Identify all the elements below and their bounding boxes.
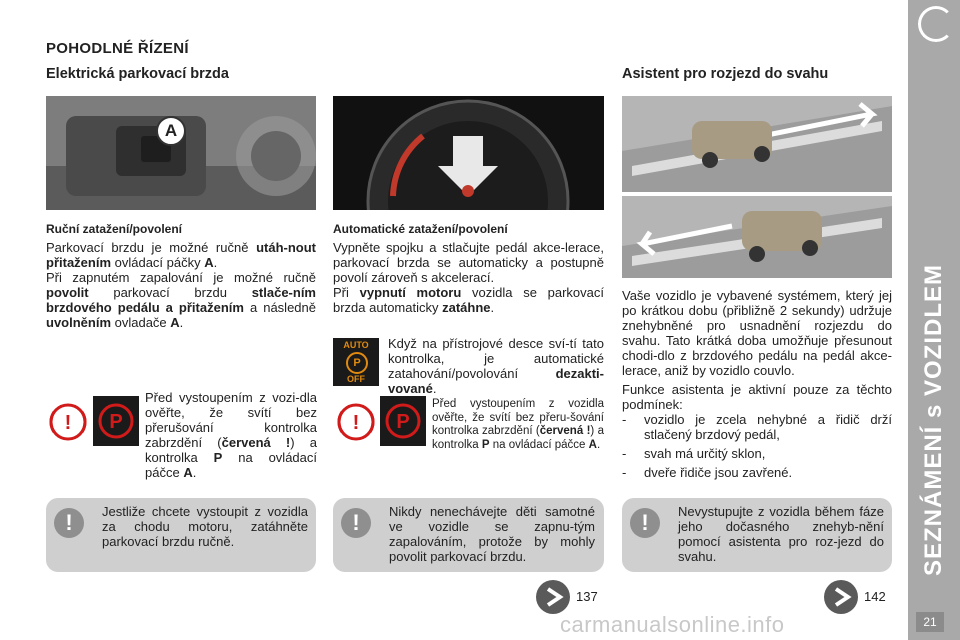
manual-p2-text2: parkovací brzdu: [88, 285, 252, 300]
middle-indicator-text: [432, 398, 604, 452]
parking-p-icon-2: [380, 396, 426, 446]
left-ind-a: Před vystoupením z vozi-dla ověřte, že svítí bez přerušování kontrolka zabrzdění (: [145, 390, 317, 450]
auto-paragraph: [333, 240, 604, 315]
left-ind-a-ref: A: [183, 465, 193, 480]
dashboard-gauge-photo: [333, 96, 604, 210]
chapter-title-vertical: SEZNÁMENÍ s VOZIDLEM: [920, 263, 947, 577]
assist-paragraph-1: Vaše vozidlo je vybavené systémem, který jej po krátkou dobu (přibližně 2 sekundy) udržuje znehybněné pro usnadnění rozjezdu do svahu. Tato krátká doba umožňuje přesunout chodi-dlo z brzdového pedálu na pedál akce-lerace, aniž by vozidlo couvlo.: [622, 288, 892, 378]
left-warning-text: Jestliže chcete vystoupit z vozidla za chodu motoru, zatáhněte parkovací brzdu ručně.: [102, 504, 308, 549]
page-ref-137-arrow-icon[interactable]: [536, 580, 570, 614]
warning-exclamation-icon-3: !: [630, 508, 660, 538]
middle-warning-text: Nikdy nenechávejte děti samotné ve vozidle se zapnu-tým zapalováním, protože by mohly povolit parkovací brzdu.: [389, 504, 595, 564]
mid-ind-a: Před vystoupením z vozidla ověřte, že svítí bez přeru-šování kontrolka zabrzdění (: [432, 398, 604, 437]
left-ind-e: na ovládací páčce: [145, 450, 317, 480]
assist-paragraph-2: Funkce asistenta je aktivní pouze za těchto podmínek:: [622, 382, 892, 412]
brake-warning-icon: [48, 402, 88, 447]
warning-exclamation-icon: !: [54, 508, 84, 538]
auto-badge-p: P: [346, 352, 368, 374]
brake-warning-icon-2: [336, 402, 376, 447]
manual-p2-a: A: [170, 315, 180, 330]
car-reverse-illustration: [622, 196, 892, 278]
mid-ind-p: P: [481, 438, 490, 451]
auto-p1-bold2: zatáhne: [442, 300, 491, 315]
auto-off-text-a: Když na přístrojové desce sví-tí tato kontrolka, je automatické zatahování/povolování: [388, 336, 604, 381]
manual-p1-text: Parkovací brzdu je možné ručně: [46, 240, 257, 255]
manual-p1-text2: ovládací páčky: [111, 255, 205, 270]
page-ref-142[interactable]: 142: [864, 589, 886, 604]
mid-ind-end: .: [596, 438, 601, 451]
right-warning-box: [622, 498, 892, 572]
condition-text: svah má určitý sklon,: [644, 446, 766, 461]
condition-text: vozidlo je zcela nehybné a řidič drží stlačený brzdový pedál,: [644, 412, 892, 442]
lever-a-label: A: [156, 116, 186, 146]
auto-badge-bottom: OFF: [347, 374, 365, 384]
svg-text:!: !: [352, 412, 360, 434]
page-ref-137[interactable]: 137: [576, 589, 598, 604]
manual-p2-bold2: stlače-ním brzdového pedálu a přitažením: [46, 285, 316, 315]
manual-paragraph-2: [46, 270, 316, 330]
auto-p1-text2: Při: [333, 285, 360, 300]
left-indicator-text: [145, 390, 317, 480]
auto-p1-bold: vypnutí motoru: [359, 285, 462, 300]
page-number: 21: [916, 612, 944, 632]
parking-p-icon: [93, 396, 139, 446]
car-uphill-photo: [622, 96, 892, 192]
left-ind-red: červená !: [221, 435, 291, 450]
auto-badge-top: AUTO: [343, 340, 369, 350]
condition-text: dveře řidiče jsou zavřené.: [644, 465, 793, 480]
condition-item: - vozidlo je zcela nehybné a řidič drží stlačený brzdový pedál,: [622, 412, 892, 442]
auto-p1-text3: vozidla se parkovací brzda automaticky: [333, 285, 604, 315]
svg-text:P: P: [109, 411, 123, 433]
auto-off-bold: dezakti-vované: [388, 366, 604, 396]
auto-off-indicator-icon: [333, 338, 379, 386]
mid-ind-a-ref: A: [588, 438, 597, 451]
left-ind-p: P: [213, 450, 223, 465]
chapter-c-icon: [918, 6, 954, 42]
left-heading: Elektrická parkovací brzda: [46, 66, 229, 82]
manual-p1-bold: utáh-nout přitažením: [46, 240, 316, 270]
main-title: POHODLNÉ ŘÍZENÍ: [46, 40, 189, 57]
manual-title: Ruční zatažení/povolení: [46, 222, 183, 236]
conditions-list: [622, 412, 892, 480]
manual-p2-bold1: povolit: [46, 285, 89, 300]
parking-brake-lever-photo: [46, 96, 316, 210]
right-heading: Asistent pro rozjezd do svahu: [622, 66, 829, 82]
watermark: carmanualsonline.info: [560, 612, 785, 637]
svg-text:P: P: [396, 411, 410, 433]
middle-warning-box: [333, 498, 604, 572]
manual-p2-bold3: uvolněním: [46, 315, 112, 330]
condition-item: - dveře řidiče jsou zavřené.: [622, 465, 793, 480]
manual-p1-a: A: [204, 255, 214, 270]
parking-brake-lever-illustration: [46, 96, 316, 210]
manual-paragraph-1: [46, 240, 316, 270]
auto-off-text: [388, 336, 604, 396]
svg-text:!: !: [64, 412, 72, 434]
auto-off-end: .: [432, 381, 437, 396]
manual-p2-text3: a následně: [243, 300, 316, 315]
auto-p1-end: .: [490, 300, 495, 315]
auto-title: Automatické zatažení/povolení: [333, 222, 508, 236]
auto-p1-text: Vypněte spojku a stlačujte pedál akce-lerace, parkovací brzda se automaticky a postupně povolí zároveň s akcelerací.: [333, 240, 604, 285]
right-warning-text: Nevystupujte z vozidla během fáze jeho dočasného znehyb-nění pomocí asistenta pro roz-jezd do svahu.: [678, 504, 884, 564]
manual-p2-text4: ovladače: [111, 315, 171, 330]
manual-p2-text: Při zapnutém zapalování je možné ručně: [46, 270, 316, 285]
warning-exclamation-icon-2: !: [341, 508, 371, 538]
left-warning-box: [46, 498, 316, 572]
mid-ind-red: červená !: [539, 425, 591, 437]
condition-item: - svah má určitý sklon,: [622, 446, 766, 461]
car-uphill-illustration: [622, 96, 892, 192]
manual-p2-end: .: [179, 315, 184, 330]
page-ref-142-arrow-icon[interactable]: [824, 580, 858, 614]
manual-p1-end: .: [213, 255, 218, 270]
mid-ind-c: ) a kontrolka: [432, 425, 604, 451]
left-ind-c: ) a kontrolka: [145, 435, 317, 465]
car-reverse-photo: [622, 196, 892, 278]
left-ind-end: .: [192, 465, 197, 480]
mid-ind-e: na ovládací páčce: [489, 438, 589, 451]
gauge-with-arrow-illustration: [333, 96, 604, 210]
